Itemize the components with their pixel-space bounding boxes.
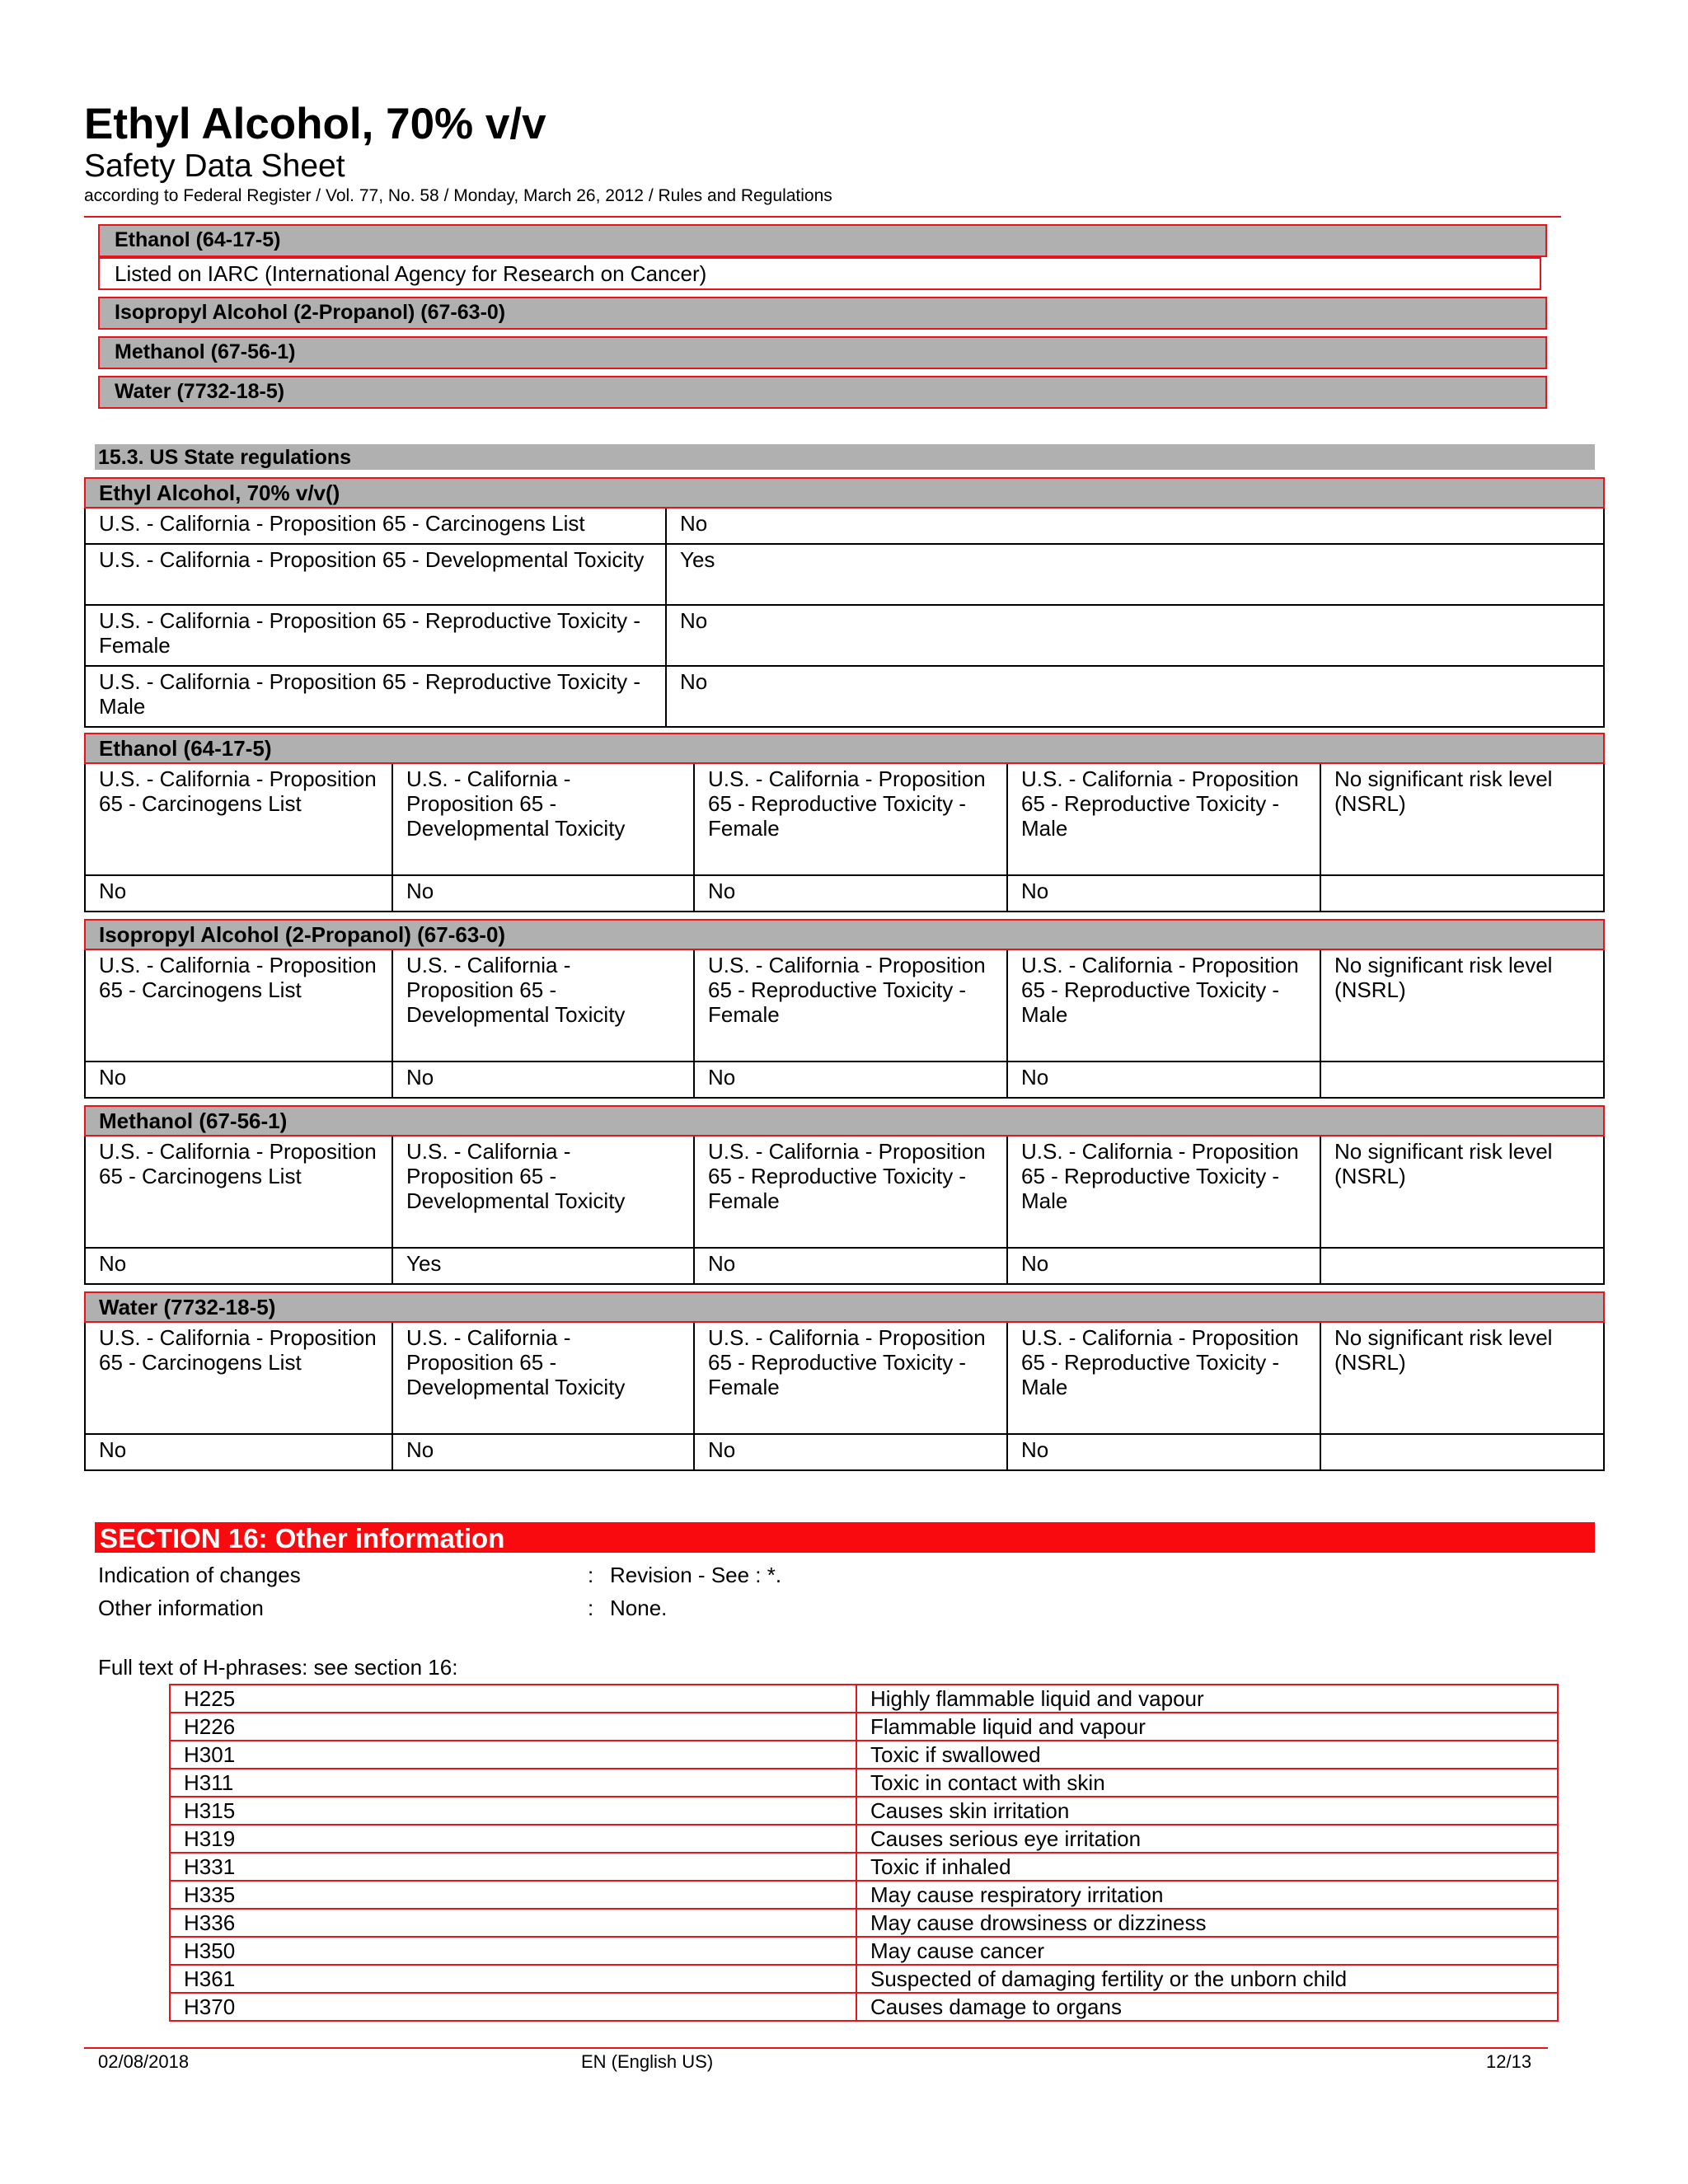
component-table-ethanol — [84, 733, 1605, 912]
table-cell: Yes — [392, 1248, 694, 1284]
table-header-row — [85, 949, 1604, 1062]
h-phrase-row — [170, 1853, 1558, 1881]
column-header: U.S. - California - Proposition 65 - Developmental Toxicity — [392, 1136, 694, 1248]
h-phrase-row — [170, 1881, 1558, 1909]
column-header: No significant risk level (NSRL) — [1320, 949, 1604, 1062]
table-cell: No — [392, 875, 694, 912]
column-header: U.S. - California - Proposition 65 - Reproductive Toxicity - Female — [694, 949, 1007, 1062]
mixture-name-header: Ethyl Alcohol, 70% v/v() — [85, 478, 1604, 508]
table-cell: No — [85, 875, 392, 912]
table-row — [85, 605, 1604, 666]
h-phrase-code: H350 — [170, 1937, 856, 1965]
h-phrase-code: H315 — [170, 1797, 856, 1825]
h-phrases-intro: Full text of H-phrases: see section 16: — [98, 1655, 458, 1680]
component-bar-isopropyl: Isopropyl Alcohol (2-Propanol) (67-63-0) — [98, 297, 1547, 330]
footer-date: 02/08/2018 — [98, 2051, 190, 2072]
h-phrase-row — [170, 1713, 1558, 1741]
mixture-prop65-table — [84, 477, 1605, 728]
table-cell: No — [392, 1062, 694, 1098]
h-phrase-code: H319 — [170, 1825, 856, 1853]
table-cell: No — [1007, 1434, 1320, 1470]
prop65-label: U.S. - California - Proposition 65 - Carcinogens List — [85, 508, 666, 544]
document-title: Ethyl Alcohol, 70% v/v — [84, 100, 546, 148]
prop65-label: U.S. - California - Proposition 65 - Reproductive Toxicity - Female — [85, 605, 666, 666]
prop65-value: No — [666, 508, 1604, 544]
h-phrase-row — [170, 1741, 1558, 1769]
section-15-3-heading: 15.3. US State regulations — [95, 444, 1595, 470]
column-header: No significant risk level (NSRL) — [1320, 763, 1604, 875]
separator-colon: : — [588, 1596, 594, 1620]
h-phrase-text: Causes damage to organs — [856, 1993, 1558, 2021]
h-phrase-text: Causes serious eye irritation — [856, 1825, 1558, 1853]
column-header: U.S. - California - Proposition 65 - Reproductive Toxicity - Male — [1007, 1322, 1320, 1434]
component-bar-ethanol: Ethanol (64-17-5) — [98, 224, 1547, 257]
prop65-label: U.S. - California - Proposition 65 - Developmental Toxicity — [85, 544, 666, 605]
column-header: No significant risk level (NSRL) — [1320, 1322, 1604, 1434]
table-cell: No — [694, 1434, 1007, 1470]
separator-colon: : — [588, 1563, 594, 1587]
column-header: U.S. - California - Proposition 65 - Reproductive Toxicity - Male — [1007, 949, 1320, 1062]
component-table-water — [84, 1291, 1605, 1471]
document-subtitle: Safety Data Sheet — [84, 148, 345, 184]
table-cell: No — [1007, 1062, 1320, 1098]
h-phrase-text: May cause drowsiness or dizziness — [856, 1909, 1558, 1937]
h-phrase-text: Toxic if inhaled — [856, 1853, 1558, 1881]
component-bar-methanol: Methanol (67-56-1) — [98, 336, 1547, 369]
table-row — [85, 544, 1604, 605]
other-information-value: None. — [610, 1596, 668, 1620]
section-16-heading: SECTION 16: Other information — [95, 1522, 1595, 1553]
indication-of-changes-value: Revision - See : *. — [610, 1563, 782, 1587]
footer-divider — [84, 2047, 1548, 2049]
table-cell — [1320, 1062, 1604, 1098]
column-header: U.S. - California - Proposition 65 - Carcinogens List — [85, 1136, 392, 1248]
prop65-value: No — [666, 605, 1604, 666]
h-phrase-text: Toxic in contact with skin — [856, 1769, 1558, 1797]
iarc-listing: Listed on IARC (International Agency for Research on Cancer) — [98, 257, 1541, 290]
table-cell: No — [694, 1062, 1007, 1098]
h-phrase-code: H361 — [170, 1965, 856, 1993]
column-header: U.S. - California - Proposition 65 - Carcinogens List — [85, 1322, 392, 1434]
component-table-methanol — [84, 1105, 1605, 1285]
table-row — [85, 875, 1604, 912]
table-row — [85, 1248, 1604, 1284]
other-information-label: Other information — [98, 1596, 264, 1620]
h-phrase-row — [170, 1797, 1558, 1825]
table-header-row — [85, 1136, 1604, 1248]
h-phrase-row — [170, 1965, 1558, 1993]
header-divider — [84, 216, 1561, 218]
h-phrase-text: Toxic if swallowed — [856, 1741, 1558, 1769]
column-header: U.S. - California - Proposition 65 - Developmental Toxicity — [392, 1322, 694, 1434]
table-cell: No — [392, 1434, 694, 1470]
component-name-header: Isopropyl Alcohol (2-Propanol) (67-63-0) — [85, 920, 1604, 949]
table-cell: No — [694, 1248, 1007, 1284]
table-cell: No — [85, 1248, 392, 1284]
prop65-value: Yes — [666, 544, 1604, 605]
h-phrase-row — [170, 1769, 1558, 1797]
h-phrases-table — [169, 1684, 1559, 2022]
column-header: U.S. - California - Proposition 65 - Carcinogens List — [85, 949, 392, 1062]
table-cell — [1320, 1248, 1604, 1284]
table-header-row — [85, 1322, 1604, 1434]
table-row — [85, 666, 1604, 727]
component-name-header: Methanol (67-56-1) — [85, 1106, 1604, 1136]
regulation-line: according to Federal Register / Vol. 77, No. 58 / Monday, March 26, 2012 / Rules and Regulations — [84, 186, 832, 205]
column-header: No significant risk level (NSRL) — [1320, 1136, 1604, 1248]
component-bar-water: Water (7732-18-5) — [98, 376, 1547, 409]
h-phrase-code: H226 — [170, 1713, 856, 1741]
h-phrase-code: H335 — [170, 1881, 856, 1909]
table-row — [85, 1062, 1604, 1098]
h-phrase-row — [170, 1825, 1558, 1853]
h-phrase-row — [170, 1909, 1558, 1937]
column-header: U.S. - California - Proposition 65 - Developmental Toxicity — [392, 949, 694, 1062]
component-name-header: Water (7732-18-5) — [85, 1292, 1604, 1322]
column-header: U.S. - California - Proposition 65 - Developmental Toxicity — [392, 763, 694, 875]
h-phrase-code: H336 — [170, 1909, 856, 1937]
column-header: U.S. - California - Proposition 65 - Reproductive Toxicity - Female — [694, 1322, 1007, 1434]
table-header-row — [85, 763, 1604, 875]
h-phrase-code: H370 — [170, 1993, 856, 2021]
h-phrase-text: Highly flammable liquid and vapour — [856, 1685, 1558, 1713]
h-phrase-text: Flammable liquid and vapour — [856, 1713, 1558, 1741]
component-table-isopropyl — [84, 919, 1605, 1099]
footer-language: EN (English US) — [581, 2051, 714, 2072]
h-phrase-row — [170, 1685, 1558, 1713]
prop65-label: U.S. - California - Proposition 65 - Reproductive Toxicity - Male — [85, 666, 666, 727]
table-cell: No — [85, 1062, 392, 1098]
column-header: U.S. - California - Proposition 65 - Reproductive Toxicity - Male — [1007, 763, 1320, 875]
table-cell: No — [1007, 1248, 1320, 1284]
h-phrase-code: H311 — [170, 1769, 856, 1797]
h-phrase-text: May cause respiratory irritation — [856, 1881, 1558, 1909]
h-phrase-row — [170, 1993, 1558, 2021]
column-header: U.S. - California - Proposition 65 - Carcinogens List — [85, 763, 392, 875]
h-phrase-row — [170, 1937, 1558, 1965]
table-cell: No — [1007, 875, 1320, 912]
prop65-value: No — [666, 666, 1604, 727]
table-row — [85, 508, 1604, 544]
footer-page-number: 12/13 — [1486, 2051, 1532, 2072]
h-phrase-text: Causes skin irritation — [856, 1797, 1558, 1825]
h-phrase-code: H301 — [170, 1741, 856, 1769]
table-cell — [1320, 875, 1604, 912]
table-cell: No — [694, 875, 1007, 912]
table-cell — [1320, 1434, 1604, 1470]
column-header: U.S. - California - Proposition 65 - Reproductive Toxicity - Male — [1007, 1136, 1320, 1248]
table-cell: No — [85, 1434, 392, 1470]
h-phrase-code: H331 — [170, 1853, 856, 1881]
indication-of-changes-label: Indication of changes — [98, 1563, 301, 1587]
column-header: U.S. - California - Proposition 65 - Reproductive Toxicity - Female — [694, 1136, 1007, 1248]
column-header: U.S. - California - Proposition 65 - Reproductive Toxicity - Female — [694, 763, 1007, 875]
h-phrase-text: Suspected of damaging fertility or the unborn child — [856, 1965, 1558, 1993]
h-phrase-text: May cause cancer — [856, 1937, 1558, 1965]
table-row — [85, 1434, 1604, 1470]
component-name-header: Ethanol (64-17-5) — [85, 733, 1604, 763]
h-phrase-code: H225 — [170, 1685, 856, 1713]
